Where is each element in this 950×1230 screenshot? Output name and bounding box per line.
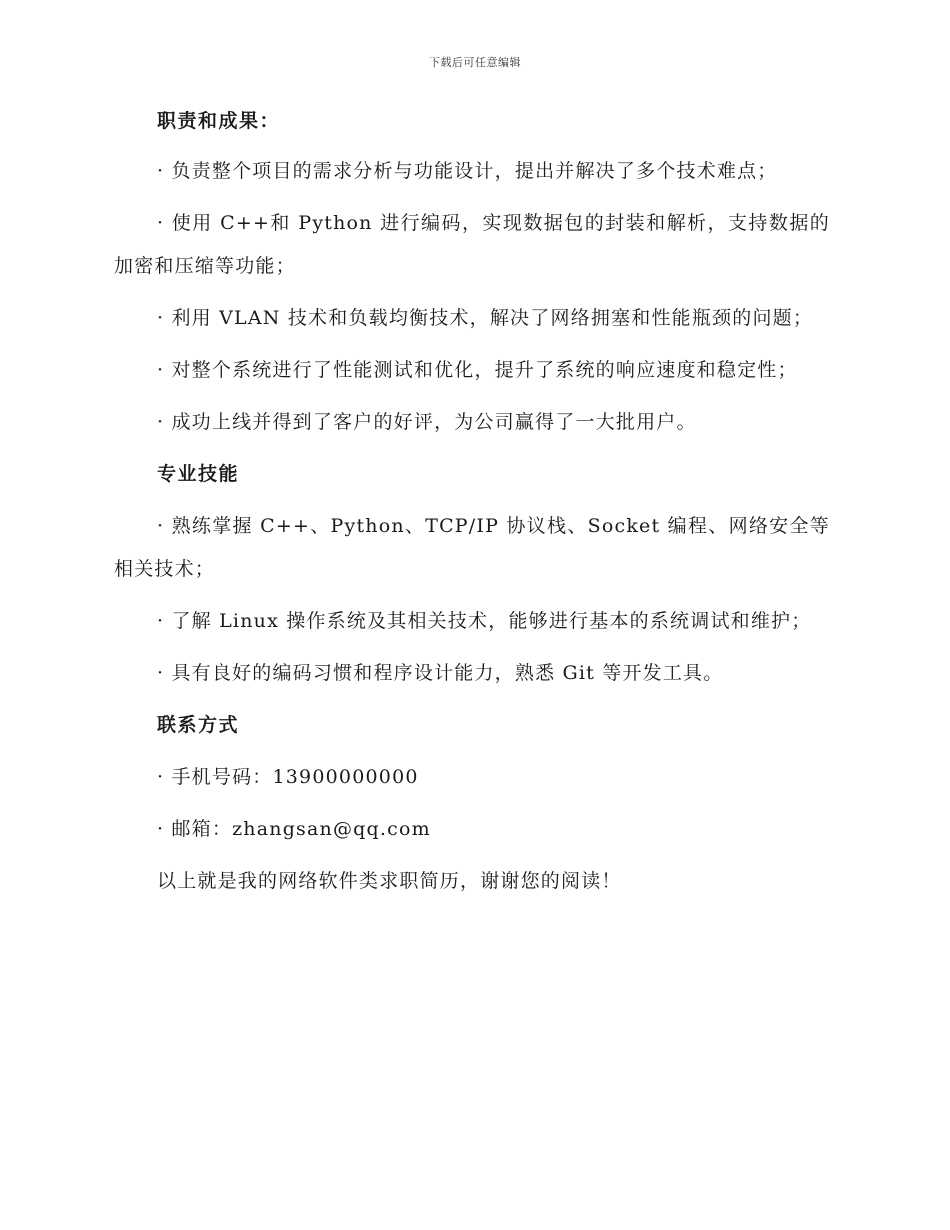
contact-phone: · 手机号码：13900000000 [157, 766, 419, 788]
skill-item-3: · 具有良好的编码习惯和程序设计能力，熟悉 Git 等开发工具。 [157, 662, 724, 684]
page-header-note: 下载后可任意编辑 [429, 56, 521, 69]
duties-section [114, 108, 830, 444]
duty-item-2: · 使用 C++和 Python 进行编码，实现数据包的封装和解析，支持数据的加密和压缩等功能； [114, 212, 830, 277]
skills-section [114, 453, 830, 695]
skills-heading: 专业技能 [157, 463, 240, 485]
contact-email: · 邮箱：zhangsan@qq.com [157, 818, 431, 840]
duty-item-3: · 利用 VLAN 技术和负载均衡技术，解决了网络拥塞和性能瓶颈的问题； [157, 307, 814, 329]
duty-item-4: · 对整个系统进行了性能测试和优化，提升了系统的响应速度和稳定性； [157, 359, 798, 381]
contact-heading: 联系方式 [157, 714, 240, 736]
closing-statement: 以上就是我的网络软件类求职简历，谢谢您的阅读！ [157, 870, 622, 892]
skill-item-1: · 熟练掌握 C++、Python、TCP/IP 协议栈、Socket 编程、网络安全等相关技术； [114, 515, 830, 580]
document-body [114, 108, 830, 903]
duty-item-1: · 负责整个项目的需求分析与功能设计，提出并解决了多个技术难点； [157, 160, 778, 182]
contact-section [114, 704, 830, 851]
duties-heading: 职责和成果： [157, 110, 281, 132]
skill-item-2: · 了解 Linux 操作系统及其相关技术，能够进行基本的系统调试和维护； [157, 610, 812, 632]
duty-item-5: · 成功上线并得到了客户的好评，为公司赢得了一大批用户。 [157, 411, 697, 433]
